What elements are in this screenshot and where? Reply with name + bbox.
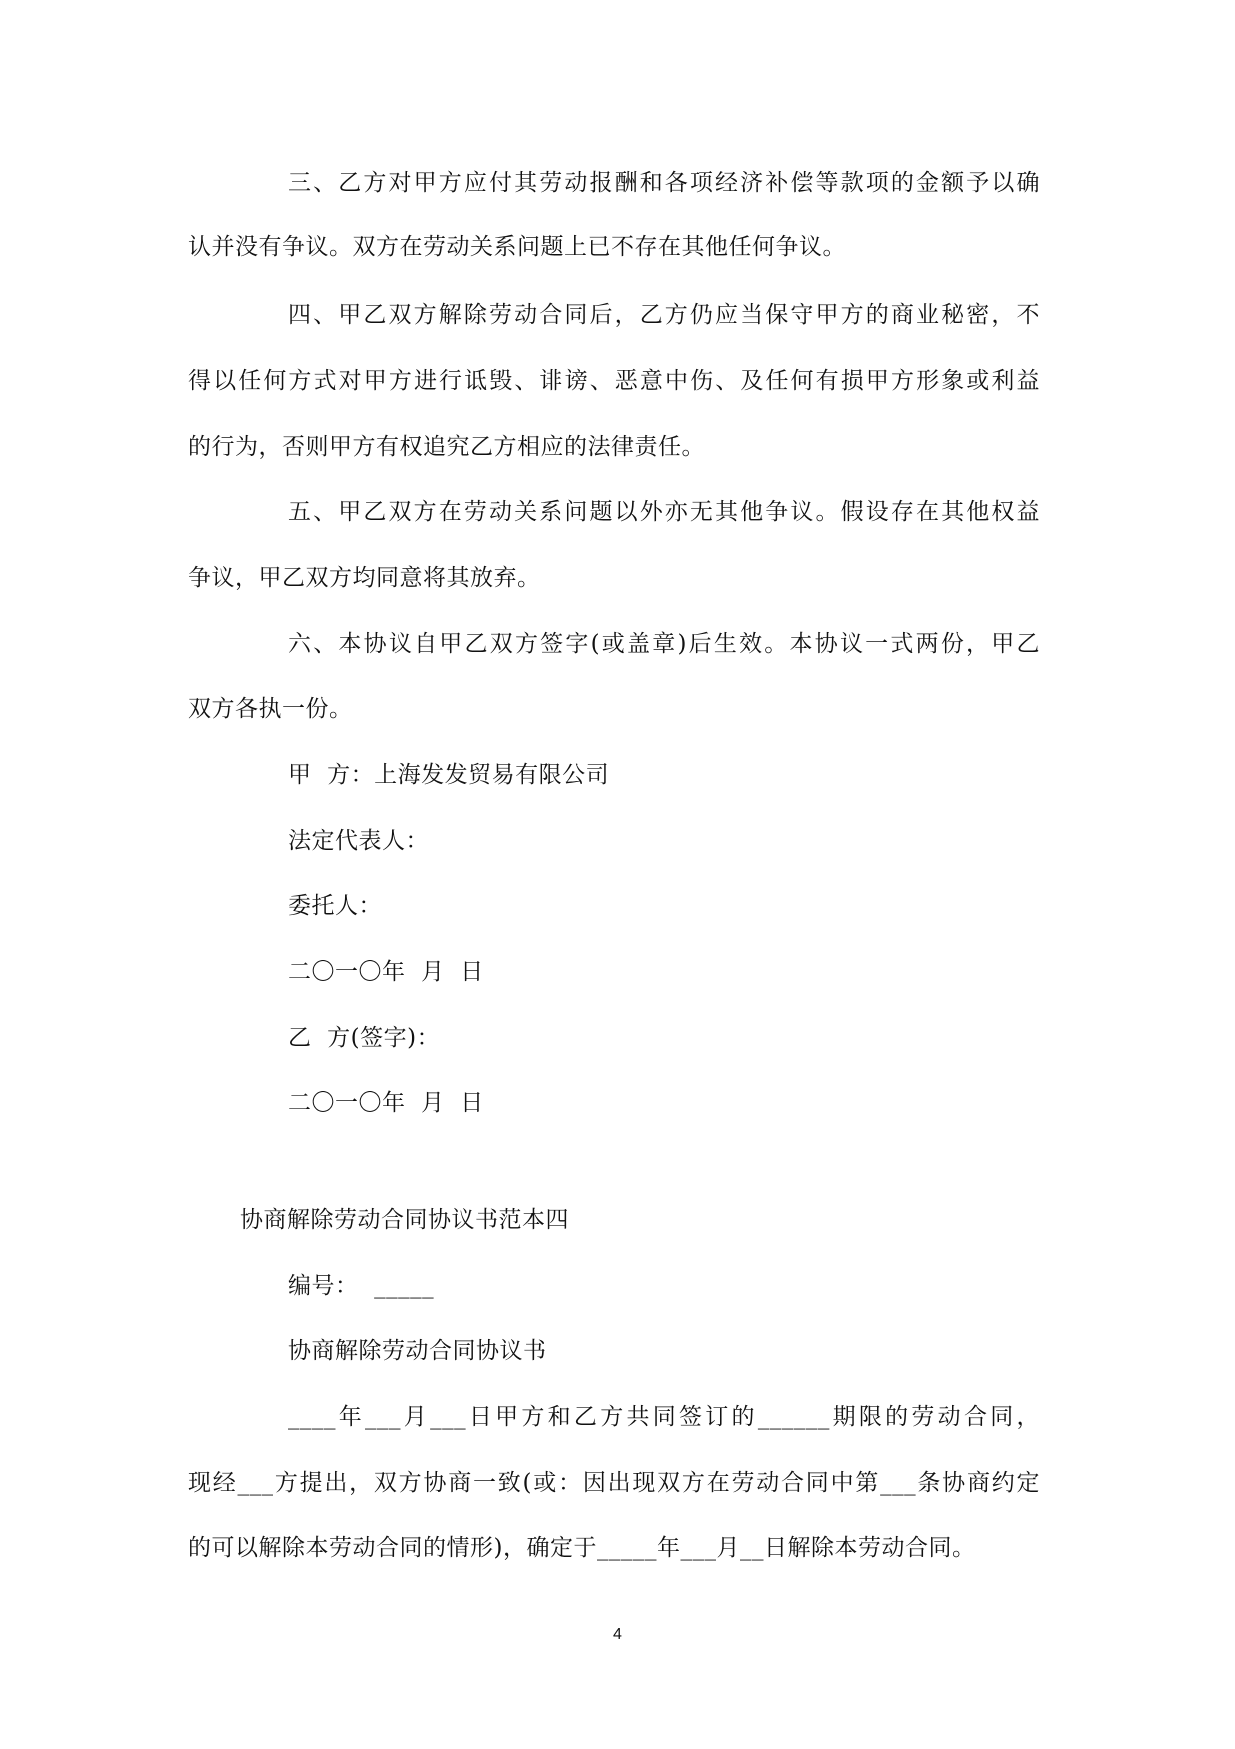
paragraph-6-line-2: 双方各执一份。 [188,696,353,722]
party-b-date-line: 二〇一〇年 月 日 [288,1090,484,1116]
paragraph-4-line-2: 得以任何方式对甲方进行诋毁、诽谤、恶意中伤、及任何有损甲方形象或利益 [188,368,1040,394]
agreement-paragraph-line-2: 现经___方提出，双方协商一致(或：因出现双方在劳动合同中第___条协商约定 [188,1470,1040,1496]
paragraph-3-line-2: 认并没有争议。双方在劳动关系问题上已不存在其他任何争议。 [188,234,846,260]
paragraph-5-line-2: 争议，甲乙双方均同意将其放弃。 [188,565,541,591]
page-number: 4 [613,1626,622,1643]
paragraph-3-line-1: 三、乙方对甲方应付其劳动报酬和各项经济补偿等款项的金额予以确 [288,170,1040,196]
party-b-signature-line: 乙 方(签字)： [288,1025,441,1051]
party-a-date-line: 二〇一〇年 月 日 [288,959,484,985]
agreement-heading: 协商解除劳动合同协议书 [288,1338,547,1364]
party-a-line: 甲 方：上海发发贸易有限公司 [288,762,610,788]
paragraph-4-line-1: 四、甲乙双方解除劳动合同后，乙方仍应当保守甲方的商业秘密，不 [288,302,1040,328]
paragraph-5-line-1: 五、甲乙双方在劳动关系问题以外亦无其他争议。假设存在其他权益 [288,499,1040,525]
authorized-person-line: 委托人： [288,893,382,919]
section-title: 协商解除劳动合同协议书范本四 [240,1207,569,1233]
document-number-line: 编号： _____ [288,1273,435,1299]
legal-representative-line: 法定代表人： [288,828,429,854]
agreement-paragraph-line-1: ____年___月___日甲方和乙方共同签订的______期限的劳动合同， [288,1404,1040,1430]
paragraph-4-line-3: 的行为，否则甲方有权追究乙方相应的法律责任。 [188,434,705,460]
paragraph-6-line-1: 六、本协议自甲乙双方签字(或盖章)后生效。本协议一式两份，甲乙 [288,631,1040,657]
agreement-paragraph-line-3: 的可以解除本劳动合同的情形)，确定于_____年___月__日解除本劳动合同。 [188,1535,976,1561]
